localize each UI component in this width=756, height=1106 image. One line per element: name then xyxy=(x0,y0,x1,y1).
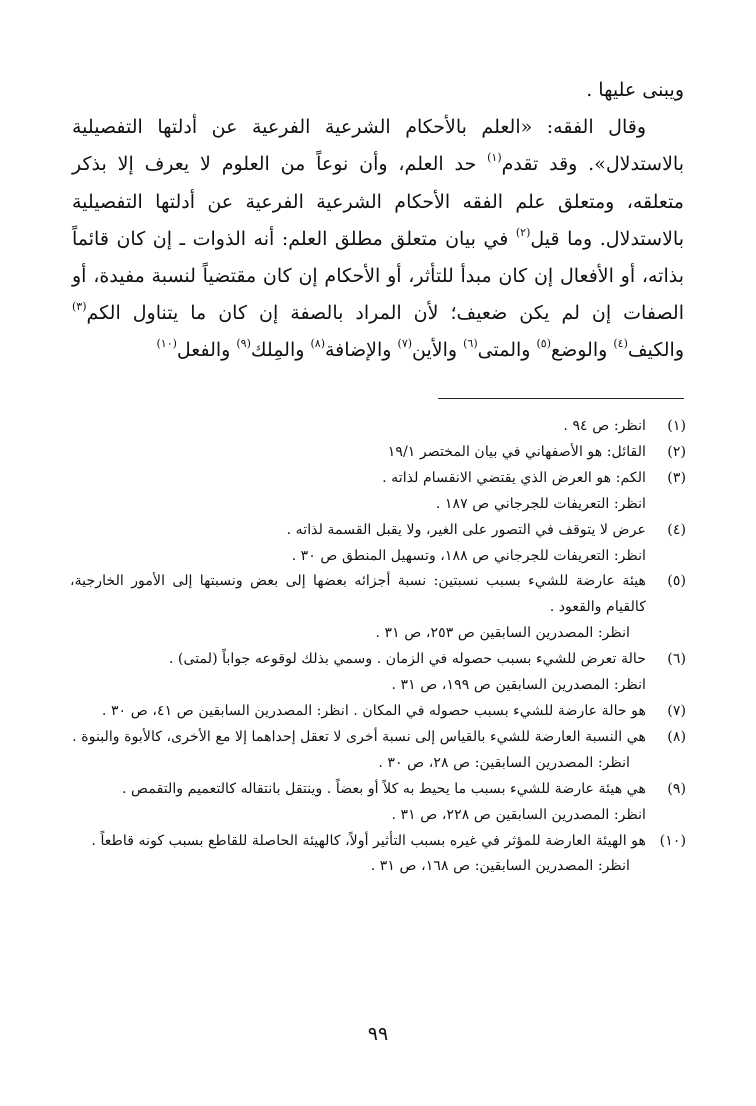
footnote-ref-5[interactable]: (٥) xyxy=(536,337,551,351)
paragraph-text: والمِلك xyxy=(250,339,311,362)
footnote-text: هي النسبة العارضة للشيء بالقياس إلى نسبة أخرى لا تعقل إحداهما إلا مع الأخرى، كالأبوة والبنوة . xyxy=(72,728,646,745)
main-text xyxy=(72,72,684,370)
footnote-text: هي هيئة عارضة للشيء بسبب ما يحيط به كلاً أو بعضاً . وينتقل بانتقاله كالتعميم والتقمص . xyxy=(121,780,646,797)
footnote-number: (٣) xyxy=(667,469,686,486)
footnote-4 xyxy=(70,518,686,544)
footnote-number: (٤) xyxy=(667,521,686,538)
footnote-ref-4[interactable]: (٤) xyxy=(613,337,628,351)
footnote-6 xyxy=(70,647,686,673)
footnote-1 xyxy=(70,414,686,440)
opening-line: ويبنى عليها . xyxy=(586,79,684,101)
paragraph-text: والوضع xyxy=(551,339,614,362)
footnote-ref-3[interactable]: (٣) xyxy=(72,300,87,314)
footnote-number: (٢) xyxy=(667,443,686,460)
footnote-5 xyxy=(70,569,686,621)
footnote-number: (١٠) xyxy=(659,832,686,849)
footnote-9 xyxy=(70,777,686,803)
footnote-number: (٦) xyxy=(667,651,686,668)
footnote-text: القائل: هو الأصفهاني في بيان المختصر ١٩/١ xyxy=(387,443,646,460)
footnote-number: (٩) xyxy=(667,780,686,797)
footnote-text: حالة تعرض للشيء بسبب حصوله في الزمان . وسمي بذلك لوقوعه جواباً (لمتى) . xyxy=(168,651,646,668)
footnote-3-citation: انظر: التعريفات للجرجاني ص ١٨٧ . xyxy=(435,495,646,512)
footnote-6-citation: انظر: المصدرين السابقين ص ١٩٩، ص ٣١ . xyxy=(391,677,646,694)
paragraph-text: والإضافة xyxy=(324,339,398,362)
footnote-10-citation: انظر: المصدرين السابقين: ص ١٦٨، ص ٣١ . xyxy=(370,858,630,875)
paragraph-text: حد العلم، وأن نوعاً من العلوم لا يعرف إلا بذكر متعلقه، ومتعلق علم الفقه الأحكام الشرعية الفرعية عن أدلتها التفصيلية بالاستدلال. وما قيل xyxy=(72,153,684,250)
footnote-text: انظر: ص ٩٤ . xyxy=(563,418,646,434)
footnote-number: (١) xyxy=(667,418,686,434)
footnotes xyxy=(70,414,686,880)
footnote-8 xyxy=(70,725,686,751)
footnote-9-citation: انظر: المصدرين السابقين ص ٢٢٨، ص ٣١ . xyxy=(391,806,646,823)
paragraph-text: والمتى xyxy=(477,339,537,362)
paragraph-text: والفعل xyxy=(176,339,237,362)
footnote-text: هو حالة عارضة للشيء بسبب حصوله في المكان . انظر: المصدرين السابقين ص ٤١، ص ٣٠ . xyxy=(101,702,646,719)
footnote-3 xyxy=(70,466,686,492)
footnote-text: هيئة عارضة للشيء بسبب نسبتين: نسبة أجزائه بعضها إلى بعض ونسبتها إلى الأمور الخارجية، كالقيام والقعود . xyxy=(70,573,646,616)
paragraph-text: في بيان متعلق مطلق العلم: أنه الذوات ـ إن كان قائماً بذاته، أو الأفعال إن كان مبدأ للتأثر، أو الأحكام إن كان مقتضياً لنسبة مفيدة، أو الصفات إن لم يكن ضعيف؛ لأن المراد بالصفة إن كان ما يتناول الكم xyxy=(72,227,684,325)
footnote-text: الكم: هو العرض الذي يقتضي الانقسام لذاته . xyxy=(382,469,646,486)
footnote-text: عرض لا يتوقف في التصور على الغير، ولا يقبل القسمة لذاته . xyxy=(286,521,646,538)
footnote-ref-10[interactable]: (١٠) xyxy=(156,337,177,351)
footnote-ref-8[interactable]: (٨) xyxy=(310,337,325,351)
footnote-5-citation: انظر: المصدرين السابقين ص ٢٥٣، ص ٣١ . xyxy=(375,625,630,642)
footnote-ref-7[interactable]: (٧) xyxy=(397,337,413,351)
footnote-ref-6[interactable]: (٦) xyxy=(463,337,478,351)
page-number: ٩٩ xyxy=(367,1023,389,1045)
footnote-separator xyxy=(438,398,684,399)
footnote-2 xyxy=(70,440,686,466)
footnote-8-citation: انظر: المصدرين السابقين: ص ٢٨، ص ٣٠ . xyxy=(378,754,630,771)
footnote-ref-2[interactable]: (٢) xyxy=(515,225,531,239)
footnote-ref-9[interactable]: (٩) xyxy=(236,337,251,351)
footnote-ref-1[interactable]: (١) xyxy=(487,151,502,165)
paragraph-text: والأين xyxy=(412,339,464,362)
footnote-number: (٧) xyxy=(667,702,686,719)
footnote-4-citation: انظر: التعريفات للجرجاني ص ١٨٨، وتسهيل المنطق ص ٣٠ . xyxy=(291,547,646,564)
footnote-number: (٨) xyxy=(667,728,686,745)
footnote-text: هو الهيئة العارضة للمؤثر في غيره بسبب التأثير أولاً، كالهيئة الحاصلة للقاطع بسبب كونه قاطعاً . xyxy=(91,832,646,849)
footnote-number: (٥) xyxy=(667,573,686,590)
footnote-10 xyxy=(70,829,686,855)
paragraph-text: والكيف xyxy=(627,339,684,362)
footnote-7 xyxy=(70,699,686,725)
fiqh-definition-paragraph xyxy=(72,109,684,369)
paragraph-text: وقال الفقه: «العلم بالأحكام الشرعية الفرعية عن أدلتها التفصيلية بالاستدلال». وقد تقدم xyxy=(72,116,685,176)
